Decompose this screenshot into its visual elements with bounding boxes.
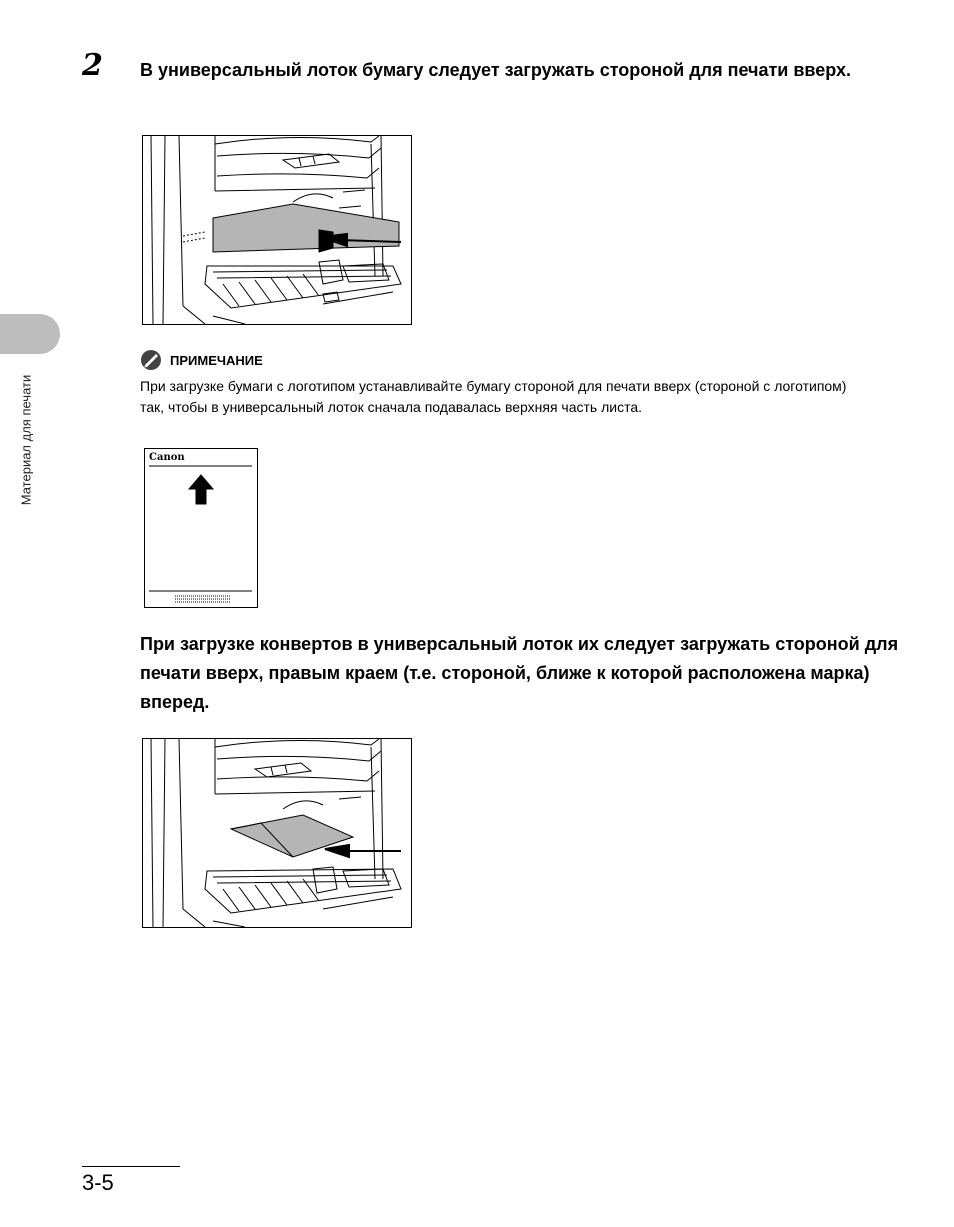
chapter-label: Материал для печати xyxy=(18,374,34,506)
page-number: 3-5 xyxy=(82,1170,114,1195)
envelope-instruction: При загрузке конвертов в универсальный лоток их следует загружать стороной для печати вверх, правым краем (т.е. стороной, ближе к которой расположена марка) вперед. xyxy=(140,634,899,712)
letterhead-sheet-illustration xyxy=(144,448,258,608)
note-header xyxy=(140,349,263,371)
pencil-icon xyxy=(140,349,162,371)
up-arrow-icon xyxy=(189,475,213,504)
chapter-tab xyxy=(0,314,60,354)
logo: Canon xyxy=(149,452,185,463)
paper-loading-illustration xyxy=(142,135,412,325)
note-text: При загрузке бумаги с логотипом устанавливайте бумагу стороной для печати вверх (стороной с логотипом) так, чтобы в универсальный лоток сначала подавалась верхняя часть листа. xyxy=(140,378,847,415)
note-title: ПРИМЕЧАНИЕ xyxy=(170,352,263,368)
envelope-loading-illustration xyxy=(142,738,412,928)
footer-rule xyxy=(82,1166,180,1167)
step-number: 2 xyxy=(82,48,102,83)
step-instruction: В универсальный лоток бумагу следует загружать стороной для печати вверх. xyxy=(140,60,852,80)
